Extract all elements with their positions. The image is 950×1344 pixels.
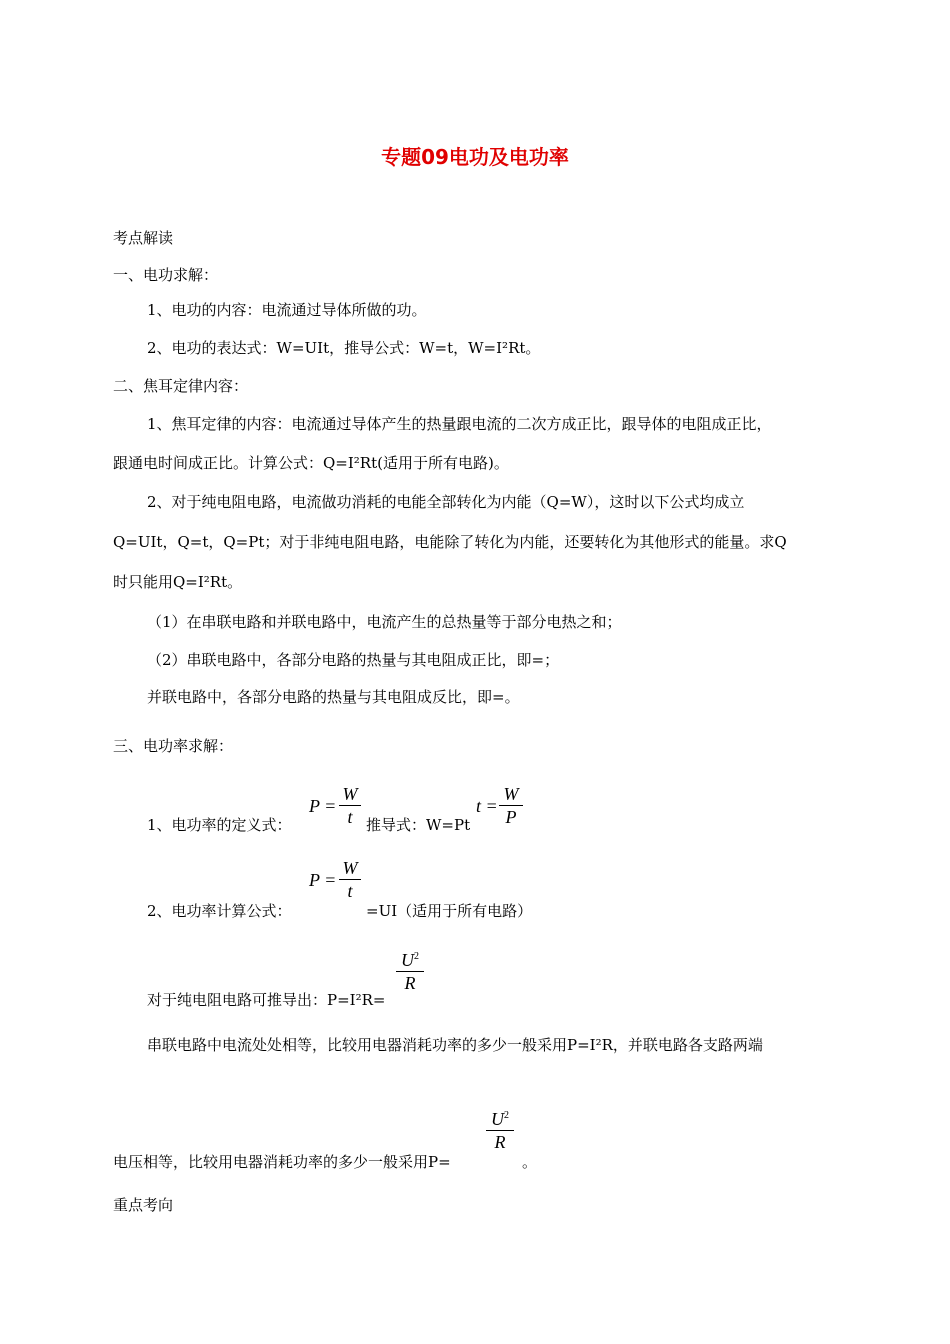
s2-line2b: Q=UIt，Q=t，Q=Pt；对于非纯电阻电路，电能除了转化为内能，还要转化为其他形式的能量。求Q — [113, 533, 787, 551]
numerator-w: W — [342, 858, 358, 878]
formula-w-over-t-2 — [338, 857, 362, 902]
denominator-r: R — [494, 1132, 506, 1152]
numerator-u: U — [401, 950, 414, 970]
denominator-t: t — [347, 881, 353, 901]
s2-point1: （1）在串联电路和并联电路中，电流产生的总热量等于部分电热之和； — [147, 613, 622, 631]
s2-heading: 二、焦耳定律内容： — [113, 377, 249, 395]
section-heading-kaodian: 考点解读 — [113, 229, 174, 247]
s3-line2-label: 2、电功率计算公式： — [147, 902, 292, 920]
exponent-2: 2 — [504, 1110, 509, 1121]
s3-line3-label: 对于纯电阻电路可推导出：P=I²R= — [147, 991, 386, 1009]
s3-line5-tail: 。 — [522, 1153, 538, 1171]
s2-point2: （2）串联电路中，各部分电路的热量与其电阻成正比，即=； — [147, 651, 560, 669]
formula-u2-over-r — [395, 946, 425, 994]
formula-u2-over-r-2 — [485, 1105, 515, 1153]
denominator-t: t — [347, 807, 353, 827]
formula-w-over-t — [338, 783, 362, 828]
numerator-u: U — [491, 1109, 504, 1129]
s3-line2-tail: =UI（适用于所有电路） — [366, 902, 533, 920]
formula-w-over-p — [498, 783, 524, 828]
s2-line2c: 时只能用Q=I²Rt。 — [113, 573, 243, 591]
denominator-p: P — [505, 807, 517, 827]
s3-line1-derived: 推导式：W=Pt — [366, 816, 471, 834]
s2-line2a: 2、对于纯电阻电路，电流做功消耗的电能全部转化为内能（Q=W），这时以下公式均成立 — [147, 493, 745, 511]
s3-line5-label: 电压相等，比较用电器消耗功率的多少一般采用P= — [113, 1153, 451, 1171]
s2-line1b: 跟通电时间成正比。计算公式：Q=I²Rt(适用于所有电路)。 — [113, 454, 509, 472]
formula-t-eq-label: t = — [476, 796, 498, 816]
s3-line4: 串联电路中电流处处相等，比较用电器消耗功率的多少一般采用P=I²R，并联电路各支路两端 — [147, 1036, 763, 1054]
s1-line1: 1、电功的内容：电流通过导体所做的功。 — [147, 301, 427, 319]
section-heading-zhongdian: 重点考向 — [113, 1196, 174, 1214]
numerator-w: W — [503, 784, 519, 804]
exponent-2: 2 — [414, 951, 419, 962]
formula-p-eq-label: P = — [309, 796, 337, 816]
denominator-r: R — [404, 973, 416, 993]
s1-line2: 2、电功的表达式：W=UIt，推导公式：W=t，W=I²Rt。 — [147, 339, 541, 357]
s3-line1-label: 1、电功率的定义式： — [147, 816, 292, 834]
s1-heading: 一、电功求解： — [113, 266, 219, 284]
s3-heading: 三、电功率求解： — [113, 737, 234, 755]
formula-p-eq-label-2: P = — [309, 870, 337, 890]
page-title: 专题09电功及电功率 — [381, 145, 569, 169]
s2-point3: 并联电路中，各部分电路的热量与其电阻成反比，即=。 — [147, 688, 520, 706]
s2-line1a: 1、焦耳定律的内容：电流通过导体产生的热量跟电流的二次方成正比，跟导体的电阻成正比， — [147, 415, 772, 433]
numerator-w: W — [342, 784, 358, 804]
